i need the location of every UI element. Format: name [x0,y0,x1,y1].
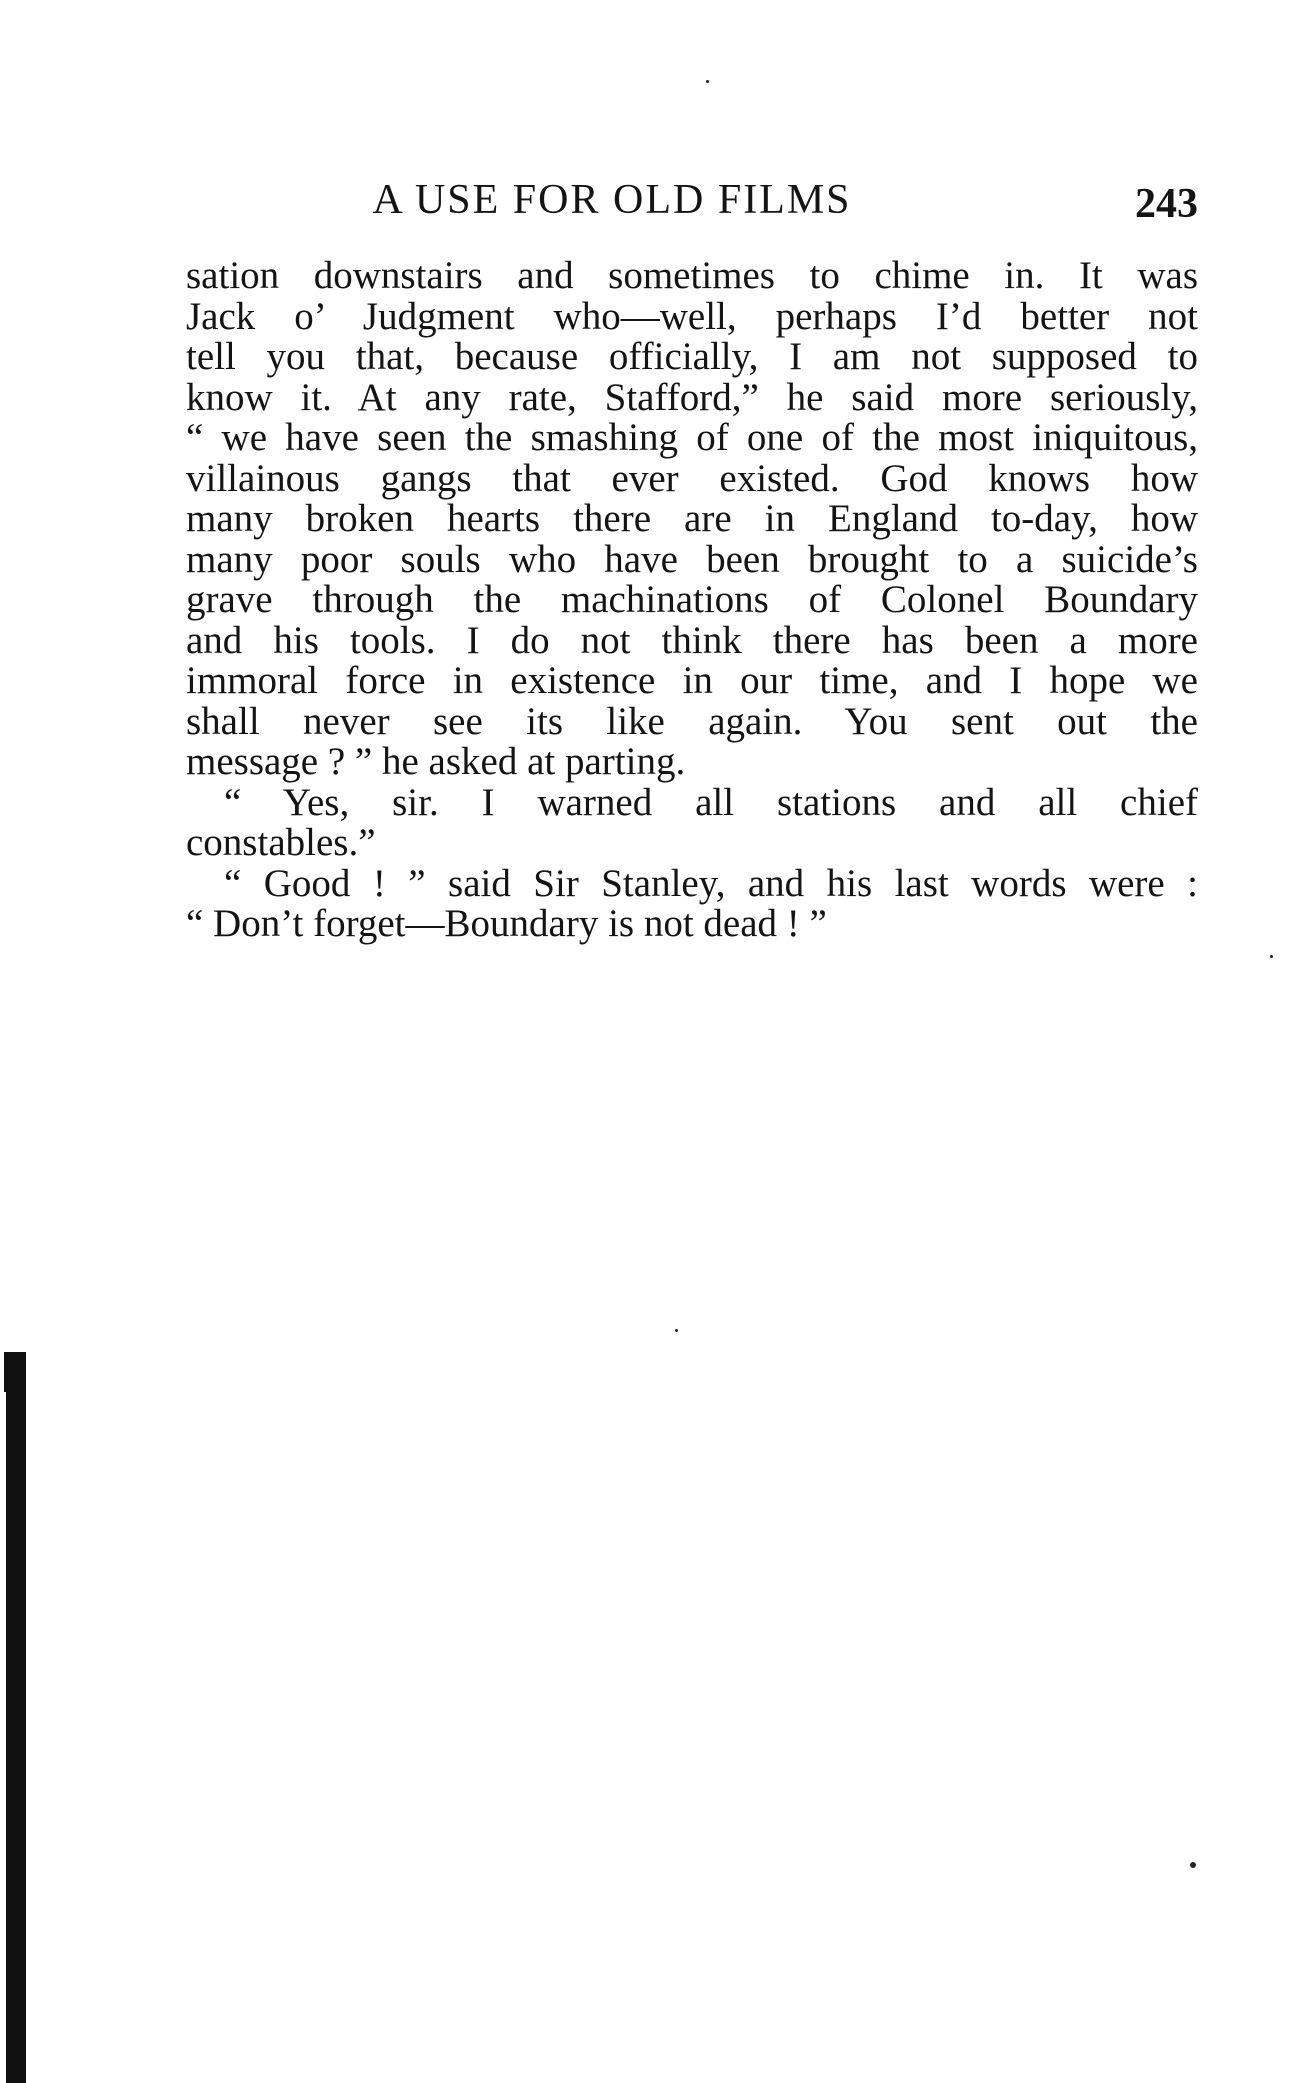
text-line: constables.” [186,821,376,864]
scan-speck [1190,1862,1196,1868]
text-line: “ Good ! ” said Sir Stanley, and his last words were : [224,861,1198,905]
text-line: shall never see its like again. You sent out the [186,699,1198,743]
text-line: and his tools. I do not think there has been a more [186,618,1198,662]
scan-speck [706,80,709,83]
page-number: 243 [1135,181,1198,227]
text-line: know it. At any rate, Stafford,” he said more seriously, [186,375,1198,419]
text-line: many broken hearts there are in England to-day, how [186,497,1198,540]
text-line: “ we have seen the smashing of one of the most iniquitous, [186,416,1198,459]
text-line: immoral force in existence in our time, and I hope we [186,659,1198,702]
text-line: “ Don’t forget—Boundary is not dead ! ” [186,902,827,945]
scan-speck [675,1329,678,1332]
text-line: grave through the machinations of Colonel Boundary [186,578,1198,621]
text-line: Jack o’ Judgment who—well, perhaps I’d better not [186,294,1198,338]
scan-edge-shadow [6,1352,26,2083]
running-title: A USE FOR OLD FILMS [372,177,852,223]
text-line: many poor souls who have been brought to a suicide’s [186,537,1198,581]
body-text [186,256,1198,945]
text-line: “ Yes, sir. I warned all stations and all chief [224,780,1198,824]
text-line: tell you that, because officially, I am not supposed to [186,335,1198,378]
text-line: message ? ” he asked at parting. [186,740,686,783]
text-line: villainous gangs that ever existed. God knows how [186,456,1198,500]
scan-edge-shadow-top [4,1352,10,1392]
text-line: sation downstairs and sometimes to chime in. It was [186,254,1198,297]
running-head [186,172,1198,228]
scan-speck [1270,955,1273,958]
